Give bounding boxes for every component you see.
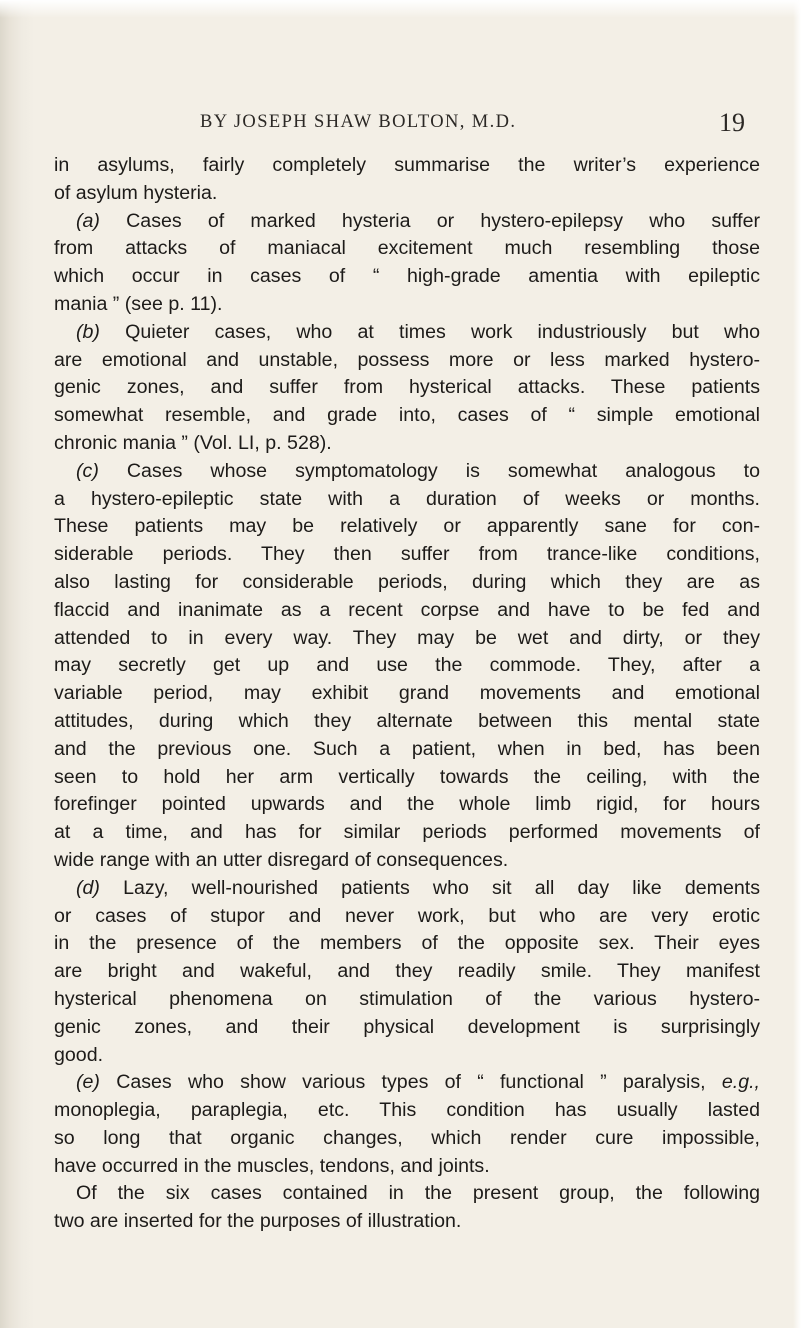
text-line: a hystero-epileptic state with a duration of weeks or months.	[54, 487, 760, 510]
text-line: These patients may be relatively or apparently sane for con-	[54, 515, 760, 538]
text-line: genic zones, and their physical development is surprisingly	[54, 1015, 760, 1038]
text-line: forefinger pointed upwards and the whole limb rigid, for hours	[54, 793, 760, 816]
text-line: attitudes, during which they alternate between this mental state	[54, 709, 760, 732]
text-line: in asylums, fairly completely summarise the writer’s experience	[54, 154, 760, 176]
text-line: at a time, and has for similar periods performed movements of	[54, 821, 760, 844]
text-line: may secretly get up and use the commode. They, after a	[54, 654, 760, 677]
text-line: are emotional and unstable, possess more or less marked hystero-	[54, 348, 760, 371]
page-number: 19	[719, 108, 745, 137]
text-line: have occurred in the muscles, tendons, and joints.	[54, 1154, 490, 1177]
text-line: of asylum hysteria.	[54, 181, 218, 204]
text-line: so long that organic changes, which render cure impossible,	[54, 1126, 760, 1149]
body-text	[54, 152, 760, 1236]
text-line: hysterical phenomena on stimulation of the various hystero-	[54, 987, 760, 1010]
text-line: flaccid and inanimate as a recent corpse and have to be fed and	[54, 598, 760, 621]
list-label: (c)	[76, 459, 99, 482]
text-line: also lasting for considerable periods, during which they are as	[54, 570, 760, 593]
page-right-edge	[793, 0, 801, 1328]
list-label: (d)	[76, 876, 100, 899]
page-top-edge	[0, 0, 801, 18]
text-line: chronic mania ” (Vol. LI, p. 528).	[54, 431, 332, 454]
text-line: siderable periods. They then suffer from trance-like conditions,	[54, 543, 760, 566]
text-line: attended to in every way. They may be wet and dirty, or they	[54, 626, 760, 649]
text-line: Of the six cases contained in the present group, the following	[76, 1182, 760, 1205]
text-line: or cases of stupor and never work, but who are very erotic	[54, 904, 760, 927]
text-line: are bright and wakeful, and they readily smile. They manifest	[54, 960, 760, 983]
running-header-title: BY JOSEPH SHAW BOLTON, M.D.	[200, 112, 517, 132]
text-line: (a) Cases of marked hysteria or hystero-epilepsy who suffer	[76, 209, 760, 232]
text-line: variable period, may exhibit grand movements and emotional	[54, 682, 760, 705]
text-line: (c) Cases whose symptomatology is somewhat analogous to	[76, 459, 760, 482]
list-label: (a)	[76, 209, 100, 232]
text-line: (b) Quieter cases, who at times work industriously but who	[76, 320, 760, 343]
list-label: (b)	[76, 320, 100, 343]
text-line: genic zones, and suffer from hysterical attacks. These patients	[54, 376, 760, 399]
page-gutter-shadow	[0, 0, 34, 1328]
list-label: (e)	[76, 1071, 100, 1094]
text-line: somewhat resemble, and grade into, cases of “ simple emotional	[54, 404, 760, 427]
text-line: two are inserted for the purposes of illustration.	[54, 1210, 462, 1233]
text-line: mania ” (see p. 11).	[54, 292, 223, 315]
text-line: monoplegia, paraplegia, etc. This condition has usually lasted	[54, 1099, 760, 1122]
text-line: (e) Cases who show various types of “ functional ” paralysis, e.g.,	[76, 1071, 760, 1094]
text-line: wide range with an utter disregard of consequences.	[54, 848, 509, 871]
text-line: in the presence of the members of the opposite sex. Their eyes	[54, 932, 760, 955]
text-line: and the previous one. Such a patient, when in bed, has been	[54, 737, 760, 760]
text-line: from attacks of maniacal excitement much resembling those	[54, 237, 760, 260]
text-line: seen to hold her arm vertically towards the ceiling, with the	[54, 765, 760, 788]
text-line: good.	[54, 1043, 104, 1066]
text-line: (d) Lazy, well-nourished patients who sit all day like dements	[76, 876, 760, 899]
running-header	[54, 108, 759, 142]
text-line: which occur in cases of “ high-grade amentia with epileptic	[54, 265, 760, 288]
